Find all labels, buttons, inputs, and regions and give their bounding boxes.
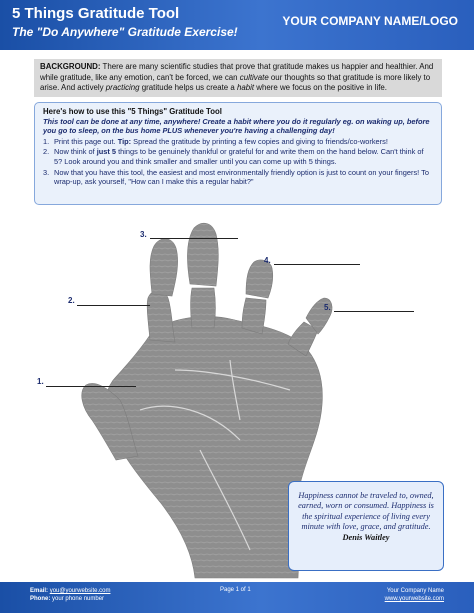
page-subtitle: The "Do Anywhere" Gratitude Exercise! xyxy=(12,25,238,39)
background-text-4: where we focus on the positive in life. xyxy=(254,83,387,93)
finger-label-5: 5. xyxy=(324,303,331,312)
step-text: things to be genuinely thankful or grateful for and write them on the hand below. Can't think of 5? Look around you and think smaller and smaller until you can come up with 5 things. xyxy=(54,147,424,166)
background-em-habit: habit xyxy=(236,83,255,93)
background-box xyxy=(34,59,442,97)
finger-label-1: 1. xyxy=(37,377,44,386)
howto-steps xyxy=(43,137,433,187)
background-text-2: our thoughts so that gratitude is more likely to arise. And actively xyxy=(40,72,431,93)
howto-box xyxy=(34,102,442,205)
handprint-middle-finger-tip xyxy=(187,223,218,286)
background-text-3: gratitude helps us create a xyxy=(139,83,237,93)
step-number: 2. xyxy=(43,147,50,157)
handprint-index-finger xyxy=(147,291,175,343)
footer-page-number: Page 1 of 1 xyxy=(220,587,251,593)
step-tip-label: Tip: xyxy=(117,136,132,146)
finger-line-4[interactable] xyxy=(274,264,360,265)
step-text: Now that you have this tool, the easiest and most environmentally friendly option is just to count on your fingers! To wrap-up, ask yourself, "How can I make this a regular habit?" xyxy=(54,167,429,187)
header-banner xyxy=(0,0,474,50)
background-label: BACKGROUND: xyxy=(40,62,101,71)
step-strong: just 5 xyxy=(96,147,117,157)
handprint-ring-finger-tip xyxy=(246,260,273,298)
quote-author: Denis Waitley xyxy=(342,532,390,542)
howto-intro: This tool can be done at any time, anywhere! Create a habit where you do it regularly eg. on waking up, before you go to sleep, on the bus home PLUS whenever you're having a challenging day! xyxy=(43,116,430,136)
company-name-logo: YOUR COMPANY NAME/LOGO xyxy=(282,14,458,28)
step-text: Spread the gratitude by printing a few copies and giving to friends/co-workers! xyxy=(131,136,388,146)
step-text: Print this page out. xyxy=(54,136,118,146)
howto-title: Here's how to use this "5 Things" Gratitude Tool xyxy=(43,107,222,116)
finger-label-3: 3. xyxy=(140,230,147,239)
handprint-ring-finger xyxy=(242,298,266,334)
footer-company xyxy=(385,587,444,603)
finger-line-3[interactable] xyxy=(150,238,238,239)
footer-email-label: Email: xyxy=(30,588,49,594)
quote-text: Happiness cannot be traveled to, owned, earned, worn or consumed. Happiness is the spiritual experience of living every minute with love, grace, and gratitude. xyxy=(298,491,434,532)
step-3 xyxy=(43,168,433,187)
step-2 xyxy=(43,147,433,166)
finger-line-1[interactable] xyxy=(46,386,136,387)
finger-line-5[interactable] xyxy=(334,311,414,312)
handprint-index-finger-tip xyxy=(150,239,178,296)
background-text-1: There are many scientific studies that prove that gratitude makes us happier and healthier. And while gratitude, like any emotion, can't be forced, we can xyxy=(40,62,434,82)
footer-company-name: Your Company Name xyxy=(386,588,444,594)
background-em-cultivate: cultivate xyxy=(239,72,269,82)
step-text: Now think of xyxy=(54,147,97,157)
footer-phone-label: Phone: xyxy=(30,596,51,602)
footer-email-link[interactable]: you@yourwebsite.com xyxy=(49,588,111,594)
footer-website-link[interactable]: www.yourwebsite.com xyxy=(384,596,444,602)
step-1 xyxy=(43,137,433,147)
footer-phone-value: your phone number xyxy=(52,596,105,602)
footer-banner xyxy=(0,582,474,613)
page-title: 5 Things Gratitude Tool xyxy=(12,5,180,22)
finger-label-2: 2. xyxy=(68,296,75,305)
footer-contact xyxy=(30,587,110,603)
background-em-practicing: practicing xyxy=(105,83,140,93)
step-number: 1. xyxy=(43,136,50,146)
step-number: 3. xyxy=(43,167,50,177)
finger-line-2[interactable] xyxy=(77,305,150,306)
quote-box xyxy=(288,481,444,571)
handprint-middle-finger xyxy=(191,288,216,328)
finger-label-4: 4. xyxy=(264,256,271,265)
